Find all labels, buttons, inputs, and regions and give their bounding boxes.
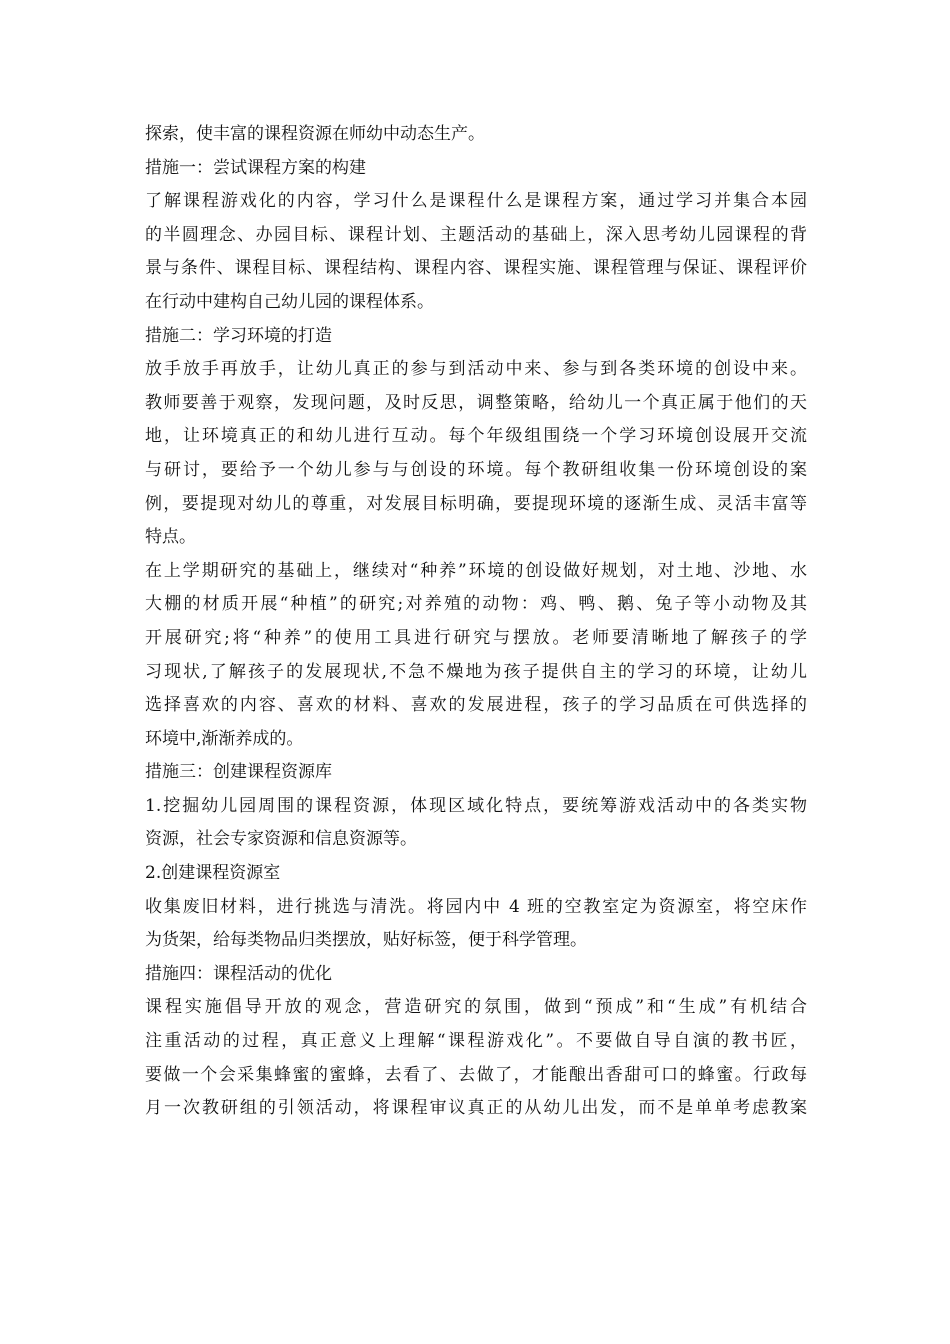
text-line: 在行动中建构自己幼儿园的课程体系。	[145, 291, 434, 312]
text-line: 收集废旧材料，进行挑选与清洗。将园内中 4 班的空教室定为资源室，将空床作	[145, 896, 807, 917]
text-line: 了解课程游戏化的内容，学习什么是课程什么是课程方案，通过学习并集合本园	[145, 191, 807, 212]
text-line: 探索，使丰富的课程资源在师幼中动态生产。	[145, 124, 485, 144]
text-line: 例，要提现对幼儿的尊重，对发展目标明确，要提现环境的逐渐生成、灵活丰富等	[145, 493, 807, 514]
text-line: 景与条件、课程目标、课程结构、课程内容、课程实施、课程管理与保证、课程评价	[145, 258, 807, 279]
text-line: 措施二：学习环境的打造	[145, 325, 332, 346]
text-line: 在上学期研究的基础上，继续对“种养”环境的创设做好规划，对土地、沙地、水	[145, 560, 807, 581]
text-line: 措施一：尝试课程方案的构建	[145, 157, 366, 178]
text-line: 开展研究;将“种养”的使用工具进行研究与摆放。老师要清晰地了解孩子的学	[145, 627, 807, 648]
text-line: 月一次教研组的引领活动，将课程审议真正的从幼儿出发，而不是单单考虑教案	[145, 1098, 807, 1119]
text-line: 地，让环境真正的和幼儿进行互动。每个年级组围绕一个学习环境创设展开交流	[145, 426, 807, 447]
text-line: 措施三：创建课程资源库	[145, 762, 332, 783]
text-line: 环境中,渐渐养成的。	[145, 728, 304, 749]
text-line: 选择喜欢的内容、喜欢的材料、喜欢的发展进程，孩子的学习品质在可供选择的	[145, 695, 807, 716]
text-line: 与研讨，要给予一个幼儿参与与创设的环境。每个教研组收集一份环境创设的案	[145, 459, 807, 480]
text-line: 1.挖掘幼儿园周围的课程资源，体现区域化特点，要统筹游戏活动中的各类实物	[145, 795, 807, 816]
text-line: 资源，社会专家资源和信息资源等。	[145, 829, 417, 850]
text-line: 2.创建课程资源室	[145, 863, 281, 884]
text-line: 特点。	[145, 527, 196, 548]
text-line: 注重活动的过程，真正意义上理解“课程游戏化”。不要做自导自演的教书匠，	[145, 1031, 807, 1052]
text-line: 教师要善于观察，发现问题，及时反思，调整策略，给幼儿一个真正属于他们的天	[145, 392, 807, 413]
text-line: 课程实施倡导开放的观念，营造研究的氛围，做到“预成”和“生成”有机结合	[145, 997, 807, 1018]
text-line: 放手放手再放手，让幼儿真正的参与到活动中来、参与到各类环境的创设中来。	[145, 359, 807, 380]
text-line: 大棚的材质开展“种植”的研究;对养殖的动物：鸡、鸭、鹅、兔子等小动物及其	[145, 594, 807, 615]
text-line: 习现状,了解孩子的发展现状,不急不燥地为孩子提供自主的学习的环境，让幼儿	[145, 661, 807, 682]
document-body	[145, 118, 807, 1126]
text-line: 措施四：课程活动的优化	[145, 963, 332, 984]
text-line: 的半圆理念、办园目标、课程计划、主题活动的基础上，深入思考幼儿园课程的背	[145, 224, 807, 245]
text-line: 为货架，给每类物品归类摆放，贴好标签，便于科学管理。	[145, 930, 587, 951]
text-line: 要做一个会采集蜂蜜的蜜蜂，去看了、去做了，才能酿出香甜可口的蜂蜜。行政每	[145, 1064, 807, 1085]
